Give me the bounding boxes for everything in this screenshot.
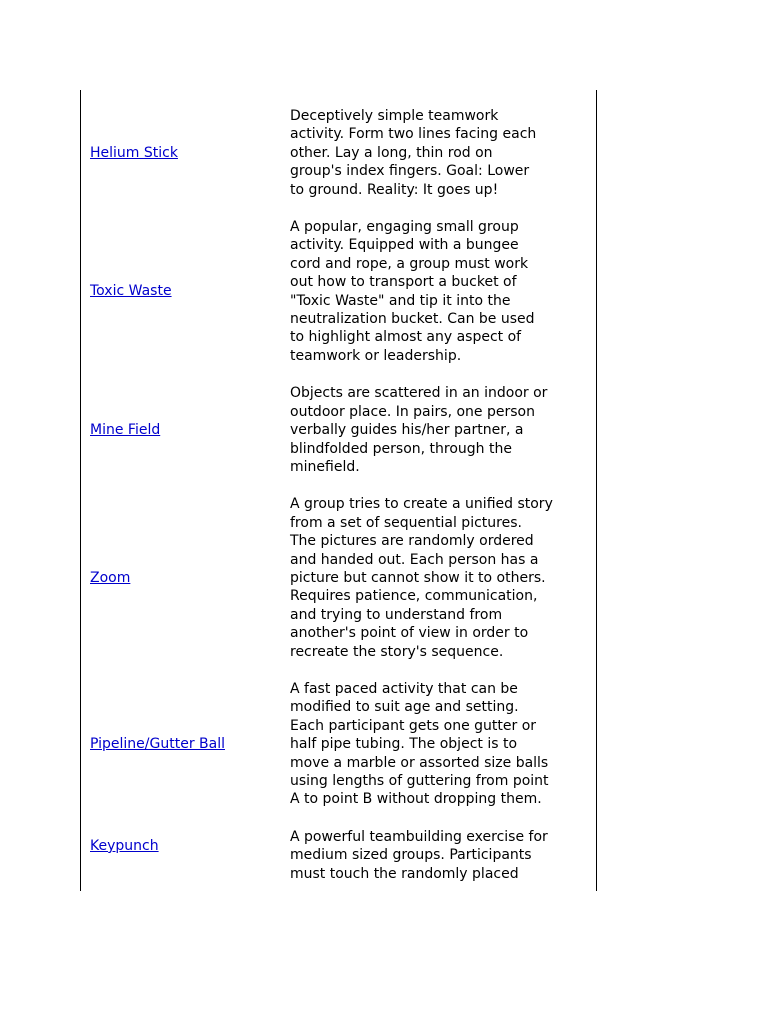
activity-name-cell: [90, 735, 290, 753]
table-row: [90, 680, 590, 809]
activity-link-keypunch[interactable]: Keypunch: [90, 837, 159, 854]
activity-description: Deceptively simple teamwork activity. Form two lines facing each other. Lay a long, thin rod on group's index fingers. Goal: Lower to ground. Reality: It goes up!: [290, 108, 537, 198]
activity-description: Objects are scattered in an indoor or outdoor place. In pairs, one person verbally guides his/her partner, a blindfolded person, through the minefield.: [290, 385, 548, 475]
table-row: [90, 828, 590, 883]
activity-link-helium-stick[interactable]: Helium Stick: [90, 144, 178, 161]
activity-link-toxic-waste[interactable]: Toxic Waste: [90, 283, 172, 300]
activity-name-cell: [90, 569, 290, 587]
table-row: [90, 107, 590, 199]
activity-name-cell: [90, 828, 290, 855]
table-border-right: [596, 90, 597, 891]
activity-link-pipeline-gutter-ball[interactable]: Pipeline/Gutter Ball: [90, 736, 225, 753]
activity-link-zoom[interactable]: Zoom: [90, 569, 131, 586]
activity-name-cell: [90, 421, 290, 439]
table-border-left: [80, 90, 81, 891]
table-row: [90, 495, 590, 661]
activity-link-mine-field[interactable]: Mine Field: [90, 422, 161, 439]
activity-description: A group tries to create a unified story from a set of sequential pictures. The pictures are randomly ordered and handed out. Each person has a picture but cannot show it to others. Requires patience, communication, and trying to understand from another's point of view in order to recreate the story's sequence.: [290, 496, 553, 660]
activity-description: A fast paced activity that can be modified to suit age and setting. Each participant gets one gutter or half pipe tubing. The object is to move a marble or assorted size balls using lengths of guttering from point A to point B without dropping them.: [290, 680, 549, 808]
table-row: [90, 218, 590, 365]
activity-description: A popular, engaging small group activity. Equipped with a bungee cord and rope, a group must work out how to transport a bucket of "Toxic Waste" and tip it into the neutralization bucket. Can be used to highlight almost any aspect of teamwork or leadership.: [290, 219, 535, 364]
activities-table: [90, 107, 590, 883]
activity-name-cell: [90, 282, 290, 300]
activity-description: A powerful teambuilding exercise for medium sized groups. Participants must touch the randomly placed: [290, 828, 548, 882]
activity-name-cell: [90, 144, 290, 162]
table-row: [90, 384, 590, 476]
